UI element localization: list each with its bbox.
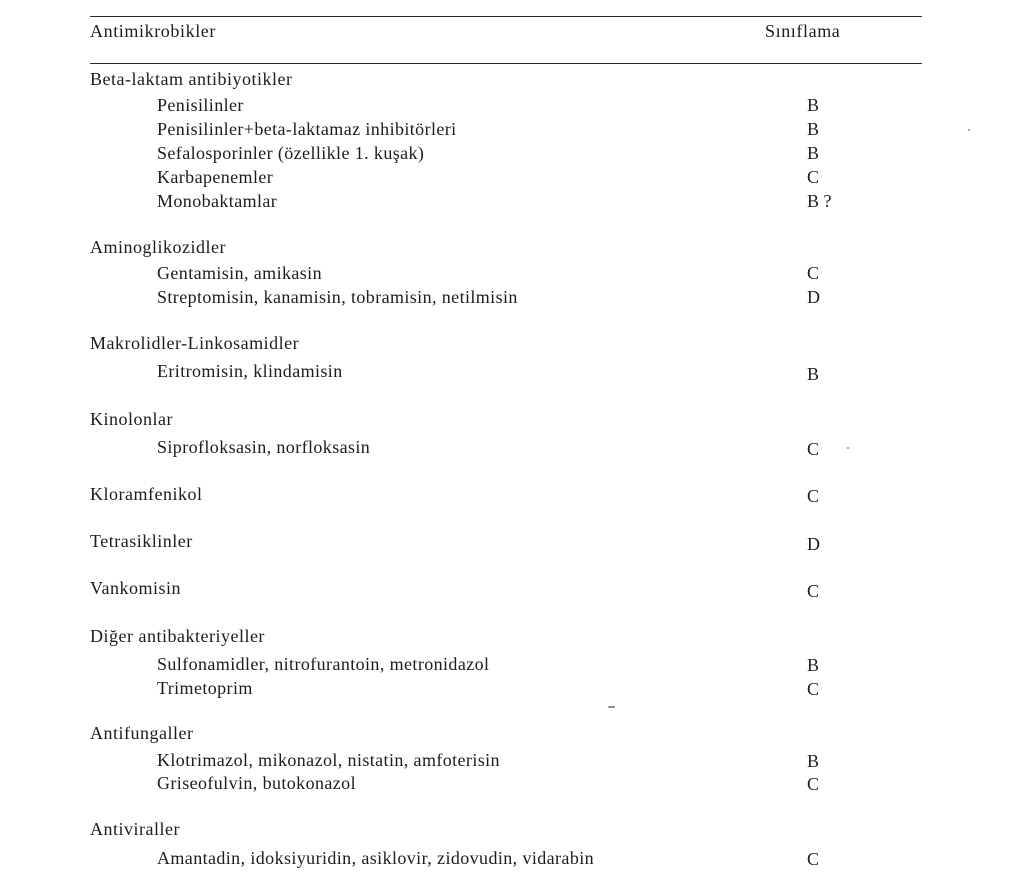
class-penicillin-bli: B [807, 119, 820, 139]
top-rule [90, 16, 922, 17]
drug-streptomycin-group: Streptomisin, kanamisin, tobramisin, netilmisin [157, 287, 518, 307]
class-penicillins: B [807, 95, 820, 115]
class-carbapenems: C [807, 167, 820, 187]
drug-ciprofloxacin-norfloxacin: Siprofloksasin, norfloksasin [157, 437, 371, 457]
drug-trimethoprim: Trimetoprim [157, 678, 253, 698]
group-title-quinolones: Kinolonlar [90, 409, 173, 429]
class-clotrimazole-group: B [807, 751, 820, 771]
scan-speck [968, 129, 970, 131]
drug-amantadine-group: Amantadin, idoksiyuridin, asiklovir, zidovudin, vidarabin [157, 848, 595, 868]
group-title-antivirals: Antiviraller [90, 819, 180, 839]
class-cephalosporins: B [807, 143, 820, 163]
class-tetracyclines: D [807, 534, 820, 554]
scan-speck [608, 706, 615, 708]
class-ciprofloxacin-norfloxacin: C [807, 439, 820, 459]
class-erythromycin-clindamycin: B [807, 364, 820, 384]
class-sulfonamides-group: B [807, 655, 820, 675]
drug-monobactams: Monobaktamlar [157, 191, 278, 211]
header-antimicrobials: Antimikrobikler [90, 21, 216, 41]
scan-speck [847, 447, 849, 449]
drug-griseofulvin-butoconazole: Griseofulvin, butokonazol [157, 773, 356, 793]
drug-cephalosporins: Sefalosporinler (özellikle 1. kuşak) [157, 143, 425, 163]
group-title-chloramphenicol: Kloramfenikol [90, 484, 203, 504]
group-title-vancomycin: Vankomisin [90, 578, 182, 598]
drug-gentamicin-amikacin: Gentamisin, amikasin [157, 263, 322, 283]
class-gentamicin-amikacin: C [807, 263, 820, 283]
class-trimethoprim: C [807, 679, 820, 699]
class-streptomycin-group: D [807, 287, 820, 307]
group-title-tetracyclines: Tetrasiklinler [90, 531, 193, 551]
group-title-antifungals: Antifungaller [90, 723, 194, 743]
group-title-macrolides: Makrolidler-Linkosamidler [90, 333, 300, 353]
group-title-other-antibacterials: Diğer antibakteriyeller [90, 626, 265, 646]
drug-clotrimazole-group: Klotrimazol, mikonazol, nistatin, amfoterisin [157, 750, 500, 770]
drug-sulfonamides-group: Sulfonamidler, nitrofurantoin, metronidazol [157, 654, 490, 674]
drug-penicillin-bli: Penisilinler+beta-laktamaz inhibitörleri [157, 119, 457, 139]
header-rule [90, 63, 922, 64]
class-vancomycin: C [807, 581, 820, 601]
class-amantadine-group: C [807, 849, 820, 869]
class-chloramphenicol: C [807, 486, 820, 506]
class-griseofulvin-butoconazole: C [807, 774, 820, 794]
drug-erythromycin-clindamycin: Eritromisin, klindamisin [157, 361, 343, 381]
group-title-beta-lactam: Beta-laktam antibiyotikler [90, 69, 293, 89]
class-monobactams: B ? [807, 191, 832, 211]
drug-carbapenems: Karbapenemler [157, 167, 274, 187]
group-title-aminoglycosides: Aminoglikozidler [90, 237, 226, 257]
drug-penicillins: Penisilinler [157, 95, 244, 115]
header-classification: Sınıflama [765, 21, 841, 41]
